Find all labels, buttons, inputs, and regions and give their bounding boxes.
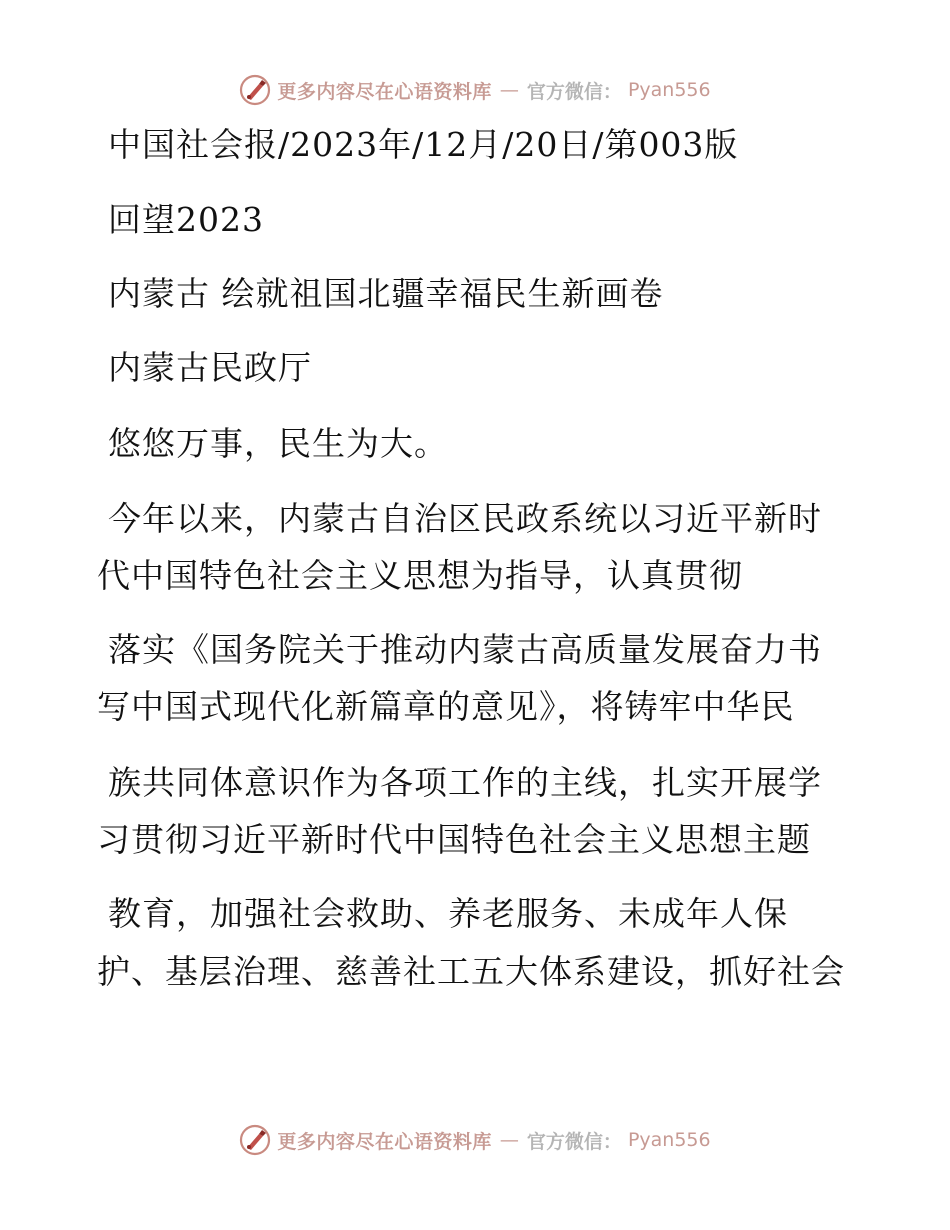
body-line: 写中国式现代化新篇章的意见》，将铸牢中华民: [97, 687, 795, 726]
column-title: 回望2023: [108, 200, 264, 239]
author: 内蒙古民政厅: [108, 348, 312, 387]
watermark-wechat-id: Pyan556: [627, 79, 711, 101]
body-line: 习贯彻习近平新时代中国特色社会主义思想主题: [97, 820, 811, 859]
watermark-dash: —: [499, 1129, 519, 1151]
watermark-official: 官方微信：: [526, 1130, 622, 1153]
pen-logo-icon: [239, 1124, 271, 1156]
header-watermark: [0, 70, 950, 110]
body-line: 今年以来，内蒙古自治区民政系统以习近平新时: [108, 499, 822, 538]
source-line: 中国社会报/2023年/12月/20日/第003版: [108, 125, 739, 164]
body-line: 代中国特色社会主义思想为指导，认真贯彻: [97, 556, 743, 595]
body-line: 教育，加强社会救助、养老服务、未成年人保: [108, 894, 788, 933]
body-line: 护、基层治理、慈善社工五大体系建设，抓好社会: [97, 952, 845, 991]
body-line: 族共同体意识作为各项工作的主线，扎实开展学: [108, 763, 822, 802]
watermark-text: 更多内容尽在心语资料库: [277, 80, 492, 103]
watermark-official: 官方微信：: [526, 80, 622, 103]
headline: 内蒙古 绘就祖国北疆幸福民生新画卷: [108, 274, 664, 313]
watermark-dash: —: [499, 79, 519, 101]
watermark-text: 更多内容尽在心语资料库: [277, 1130, 492, 1153]
body-line: 落实《国务院关于推动内蒙古高质量发展奋力书: [108, 630, 822, 669]
pen-logo-icon: [239, 74, 271, 106]
body-line: 悠悠万事，民生为大。: [108, 424, 448, 463]
footer-watermark: [0, 1120, 950, 1160]
watermark-wechat-id: Pyan556: [627, 1129, 711, 1151]
